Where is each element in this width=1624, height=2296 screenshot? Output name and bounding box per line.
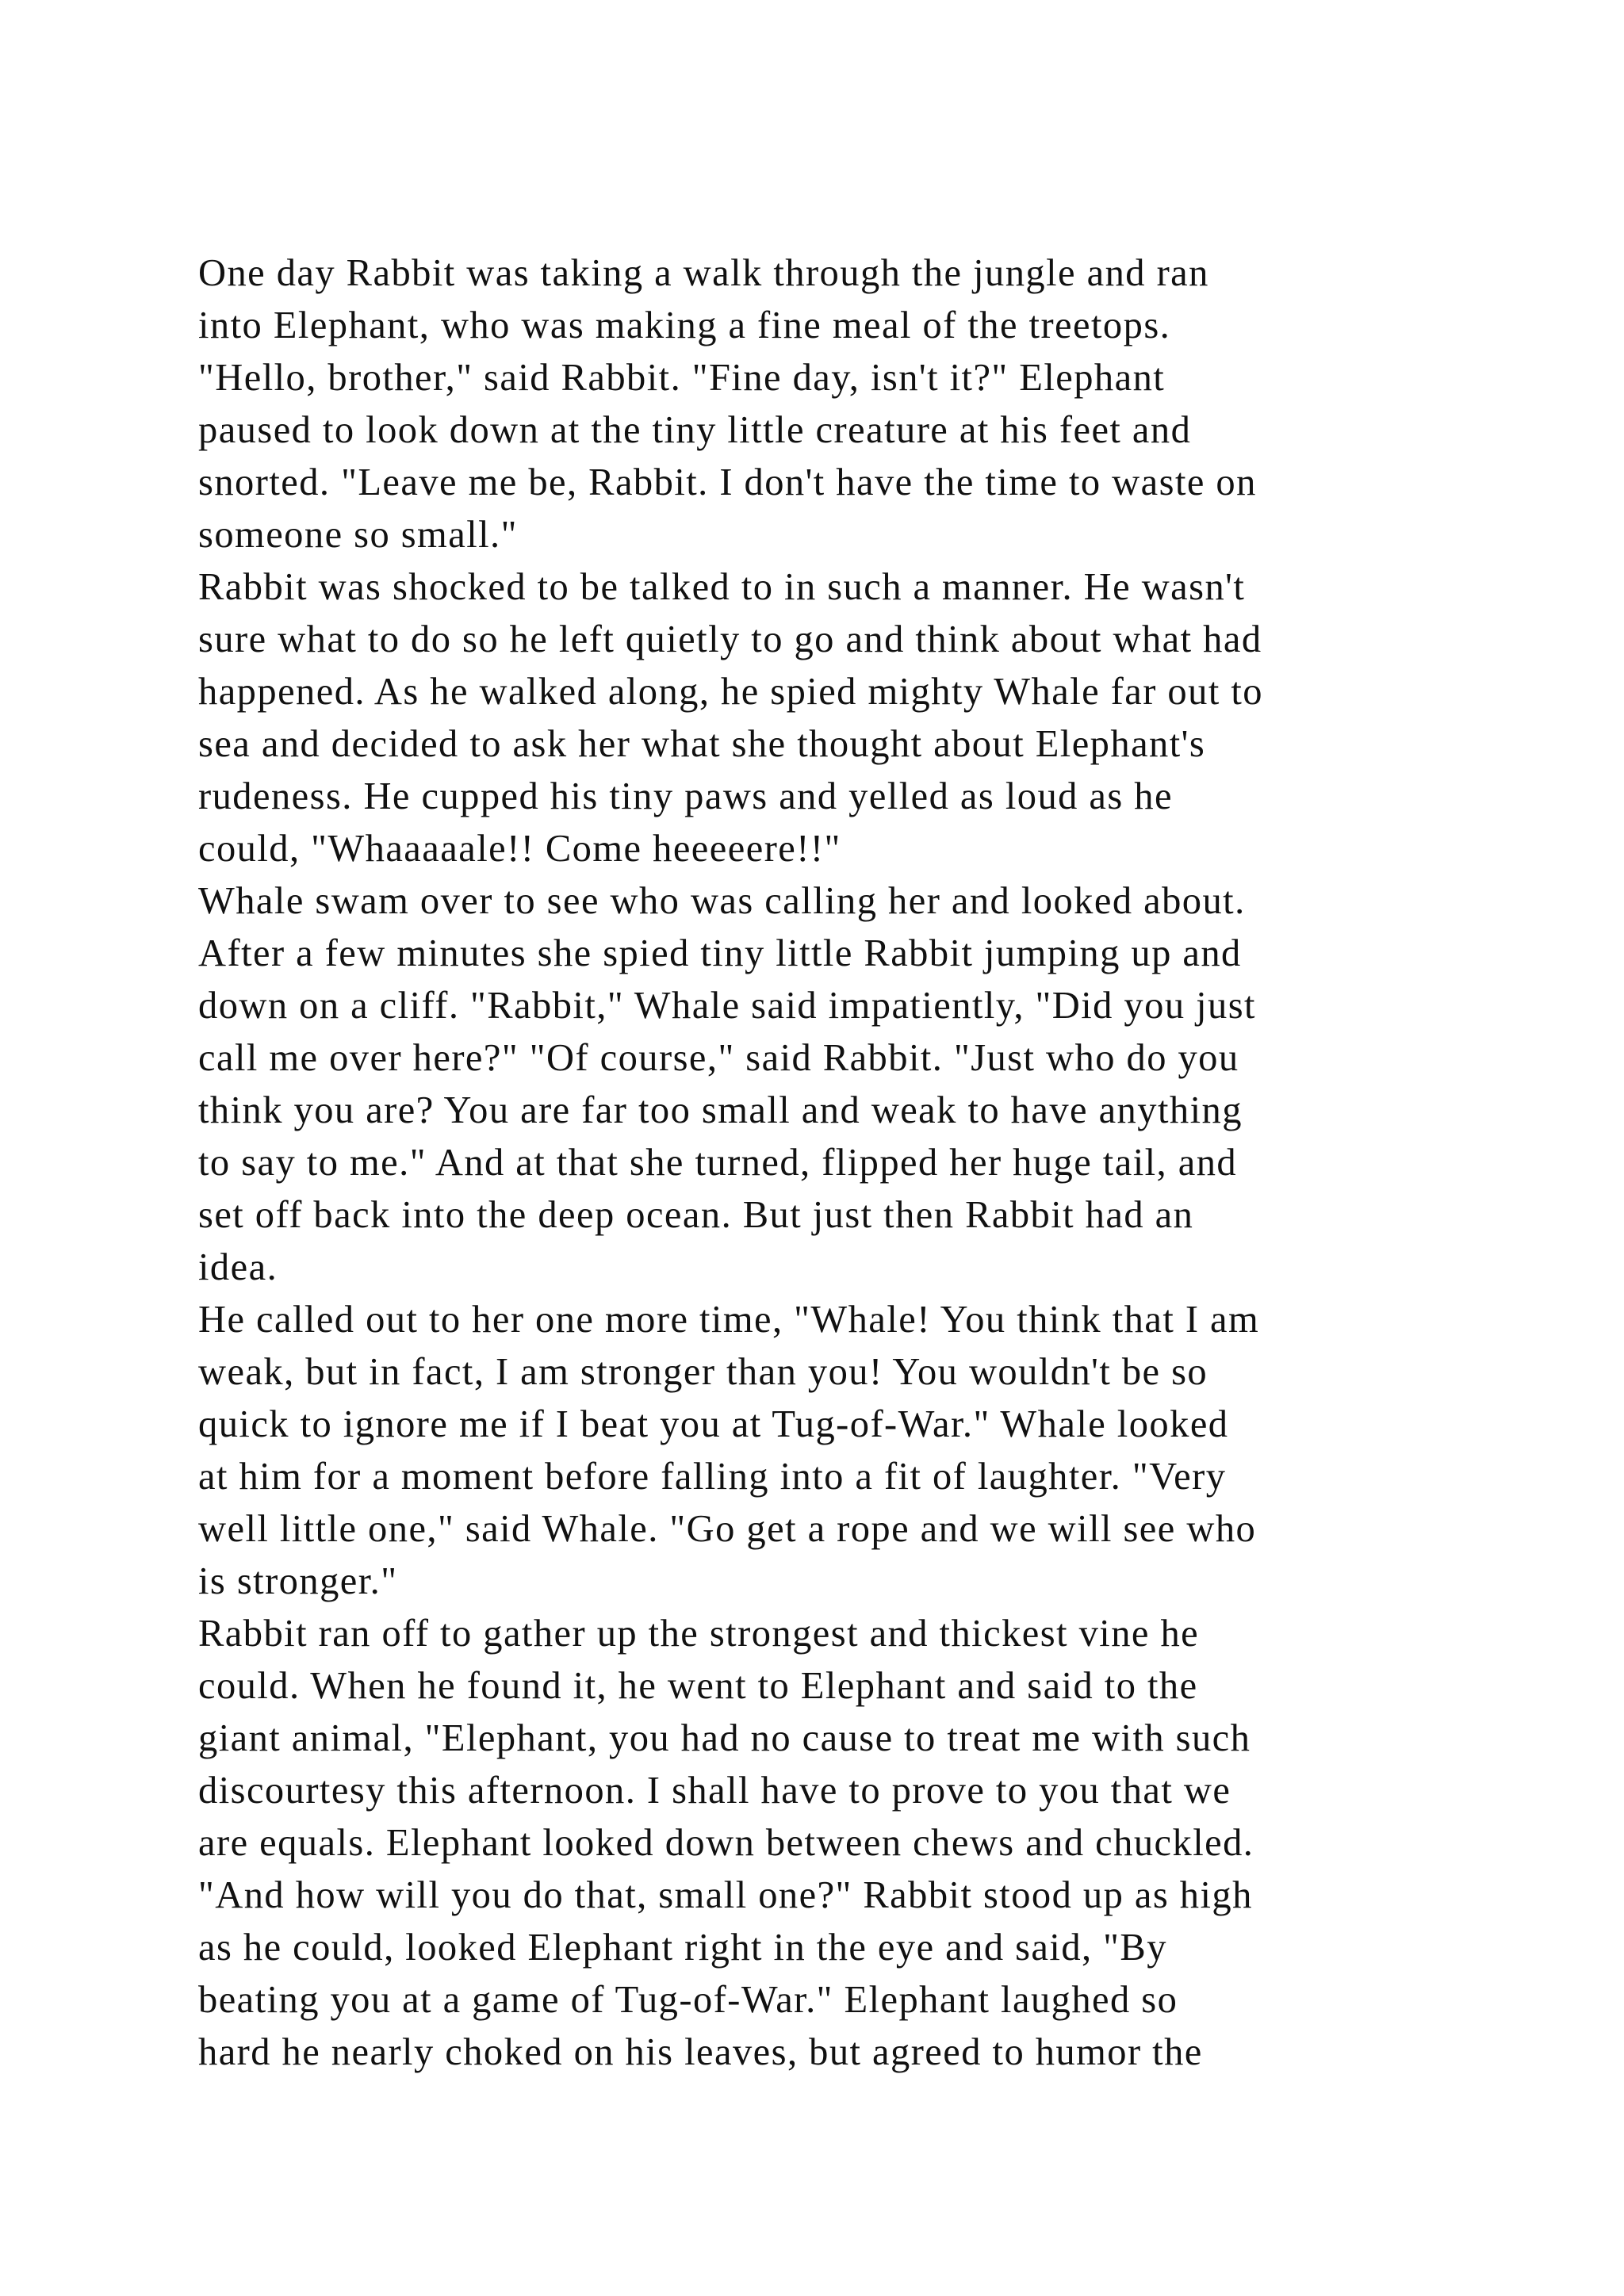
text-line: discourtesy this afternoon. I shall have to prove to you that we [198, 1770, 1231, 1812]
text-line: sure what to do so he left quietly to go and think about what had [198, 618, 1262, 660]
text-line: One day Rabbit was taking a walk through the jungle and ran [198, 252, 1209, 294]
text-line: down on a cliff. "Rabbit," Whale said impatiently, "Did you just [198, 985, 1256, 1027]
text-line: hard he nearly choked on his leaves, but agreed to humor the [198, 2031, 1203, 2073]
text-line: Whale swam over to see who was calling her and looked about. [198, 880, 1246, 922]
text-line: Rabbit ran off to gather up the strongest and thickest vine he [198, 1613, 1200, 1655]
text-line: snorted. "Leave me be, Rabbit. I don't have the time to waste on [198, 461, 1257, 503]
text-line: happened. As he walked along, he spied mighty Whale far out to [198, 671, 1263, 713]
text-line: "Hello, brother," said Rabbit. "Fine day, isn't it?" Elephant [198, 357, 1166, 399]
text-line: at him for a moment before falling into a fit of laughter. "Very [198, 1456, 1227, 1498]
text-line: giant animal, "Elephant, you had no cause to treat me with such [198, 1717, 1251, 1759]
text-line: into Elephant, who was making a fine meal of the treetops. [198, 304, 1171, 346]
text-line: quick to ignore me if I beat you at Tug-of-War." Whale looked [198, 1403, 1229, 1445]
text-line: is stronger." [198, 1560, 398, 1602]
text-line: call me over here?" "Of course," said Rabbit. "Just who do you [198, 1037, 1239, 1079]
text-line: set off back into the deep ocean. But just then Rabbit had an [198, 1194, 1194, 1236]
text-line: After a few minutes she spied tiny little Rabbit jumping up and [198, 932, 1242, 974]
text-line: beating you at a game of Tug-of-War." Elephant laughed so [198, 1979, 1178, 2021]
text-line: are equals. Elephant looked down between chews and chuckled. [198, 1822, 1254, 1864]
text-line: weak, but in fact, I am stronger than you! You wouldn't be so [198, 1351, 1208, 1393]
text-line: could. When he found it, he went to Elephant and said to the [198, 1665, 1198, 1707]
text-line: think you are? You are far too small and weak to have anything [198, 1089, 1243, 1131]
story-text [198, 247, 1451, 2079]
text-line: could, "Whaaaaale!! Come heeeeere!!" [198, 828, 841, 870]
text-line: idea. [198, 1246, 278, 1288]
text-line: to say to me." And at that she turned, flipped her huge tail, and [198, 1142, 1238, 1184]
text-line: Rabbit was shocked to be talked to in such a manner. He wasn't [198, 566, 1246, 608]
text-line: "And how will you do that, small one?" Rabbit stood up as high [198, 1874, 1253, 1916]
text-line: sea and decided to ask her what she thought about Elephant's [198, 723, 1206, 765]
text-line: well little one," said Whale. "Go get a rope and we will see who [198, 1508, 1257, 1550]
text-line: as he could, looked Elephant right in the eye and said, "By [198, 1927, 1167, 1969]
text-line: someone so small." [198, 514, 518, 556]
text-line: He called out to her one more time, "Whale! You think that I am [198, 1299, 1260, 1341]
text-line: paused to look down at the tiny little creature at his feet and [198, 409, 1192, 451]
text-line: rudeness. He cupped his tiny paws and yelled as loud as he [198, 775, 1173, 817]
